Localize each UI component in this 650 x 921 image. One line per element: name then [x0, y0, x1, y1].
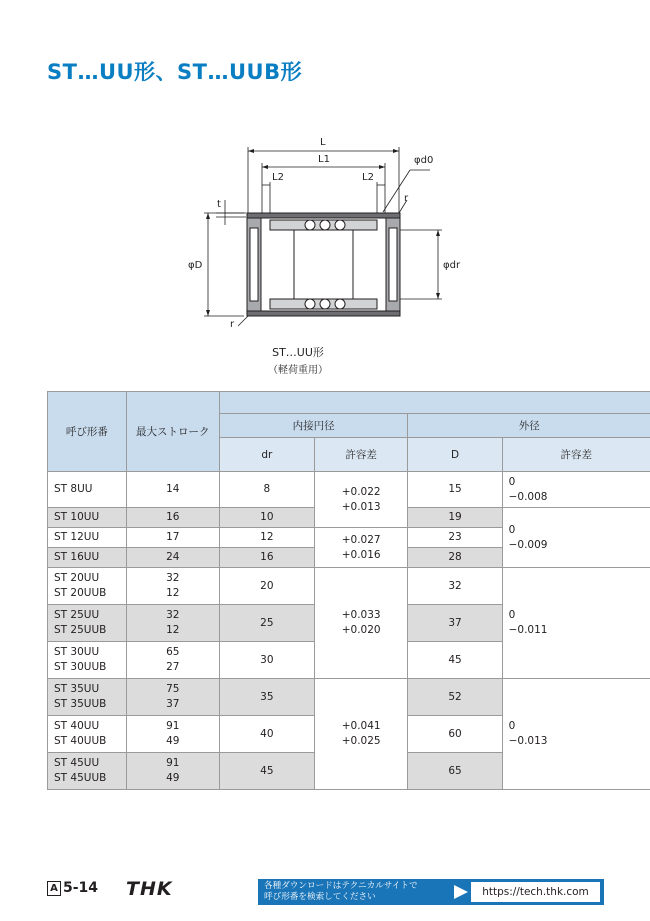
- tol-inner-cell: +0.022 +0.013: [314, 472, 408, 528]
- dim-L2-right: L2: [362, 172, 374, 183]
- dr-cell: 45: [219, 753, 314, 790]
- header-dr: dr: [219, 438, 314, 472]
- tol-inner-cell: +0.027 +0.016: [314, 528, 408, 568]
- stroke-cell: 91 49: [126, 753, 219, 790]
- dr-cell: 10: [219, 508, 314, 528]
- model-cell: ST 10UU: [48, 508, 127, 528]
- tol-outer-cell: 0 −0.008: [502, 472, 650, 508]
- thk-logo: THK: [126, 878, 173, 900]
- header-inner: 内接円径: [219, 414, 408, 438]
- stroke-cell: 17: [126, 528, 219, 548]
- table-row: [48, 568, 650, 605]
- download-banner[interactable]: [258, 879, 604, 905]
- model-cell: ST 35UU ST 35UUB: [48, 679, 127, 716]
- stroke-cell: 14: [126, 472, 219, 508]
- model-cell: ST 45UU ST 45UUB: [48, 753, 127, 790]
- tol-outer-cell: 0 −0.013: [502, 679, 650, 790]
- page-number: A 5-14: [47, 880, 98, 896]
- stroke-cell: 32 12: [126, 568, 219, 605]
- tech-site-link[interactable]: https://tech.thk.com: [471, 882, 600, 902]
- dim-L1: L1: [318, 154, 330, 165]
- tol-outer-cell: 0 −0.009: [502, 508, 650, 568]
- dim-L: L: [320, 137, 326, 148]
- model-cell: ST 20UU ST 20UUB: [48, 568, 127, 605]
- D-cell: 15: [408, 472, 502, 508]
- tol-outer-cell: 0 −0.011: [502, 568, 650, 679]
- dr-cell: 20: [219, 568, 314, 605]
- dim-D: φD: [188, 260, 203, 271]
- header-tol-inner: 許容差: [314, 438, 408, 472]
- stroke-cell: 16: [126, 508, 219, 528]
- D-cell: 60: [408, 716, 502, 753]
- D-cell: 65: [408, 753, 502, 790]
- dr-cell: 25: [219, 605, 314, 642]
- model-cell: ST 16UU: [48, 548, 127, 568]
- D-cell: 52: [408, 679, 502, 716]
- spec-table: [47, 391, 650, 790]
- header-model: 呼び形番: [48, 392, 127, 472]
- model-cell: ST 40UU ST 40UUB: [48, 716, 127, 753]
- dim-r-bottom: r: [230, 319, 235, 330]
- diagram-caption: ST…UU形: [272, 346, 324, 359]
- header-outer: 外径: [408, 414, 650, 438]
- D-cell: 28: [408, 548, 502, 568]
- D-cell: 19: [408, 508, 502, 528]
- bearing-diagram: [0, 0, 650, 340]
- dr-cell: 30: [219, 642, 314, 679]
- header-band: [219, 392, 650, 414]
- dim-d0: φd0: [414, 155, 434, 166]
- model-cell: ST 8UU: [48, 472, 127, 508]
- stroke-cell: 65 27: [126, 642, 219, 679]
- diagram-subcaption: （軽荷重用）: [268, 365, 328, 376]
- dr-cell: 35: [219, 679, 314, 716]
- page-title: ST…UU形、ST…UUB形: [47, 60, 303, 84]
- stroke-cell: 91 49: [126, 716, 219, 753]
- stroke-cell: 75 37: [126, 679, 219, 716]
- dim-r-top: r: [404, 193, 409, 204]
- model-cell: ST 25UU ST 25UUB: [48, 605, 127, 642]
- section-letter-box: A: [47, 881, 61, 896]
- dr-cell: 12: [219, 528, 314, 548]
- stroke-cell: 32 12: [126, 605, 219, 642]
- tol-inner-cell: +0.033 +0.020: [314, 568, 408, 679]
- dim-dr: φdr: [443, 260, 461, 271]
- D-cell: 45: [408, 642, 502, 679]
- D-cell: 37: [408, 605, 502, 642]
- D-cell: 32: [408, 568, 502, 605]
- dim-L2-left: L2: [272, 172, 284, 183]
- dim-t: t: [217, 199, 221, 210]
- model-cell: ST 12UU: [48, 528, 127, 548]
- stroke-cell: 24: [126, 548, 219, 568]
- dr-cell: 40: [219, 716, 314, 753]
- model-cell: ST 30UU ST 30UUB: [48, 642, 127, 679]
- D-cell: 23: [408, 528, 502, 548]
- table-row: [48, 679, 650, 716]
- arrow-right-icon: [454, 885, 468, 899]
- header-stroke: 最大ストローク: [126, 392, 219, 472]
- header-D: D: [408, 438, 502, 472]
- dr-cell: 8: [219, 472, 314, 508]
- dr-cell: 16: [219, 548, 314, 568]
- tol-inner-cell: +0.041 +0.025: [314, 679, 408, 790]
- table-row: [48, 472, 650, 508]
- banner-text: 各種ダウンロードはテクニカルサイトで 呼び形番を検索してください: [264, 881, 418, 902]
- header-tol-outer: 許容差: [502, 438, 650, 472]
